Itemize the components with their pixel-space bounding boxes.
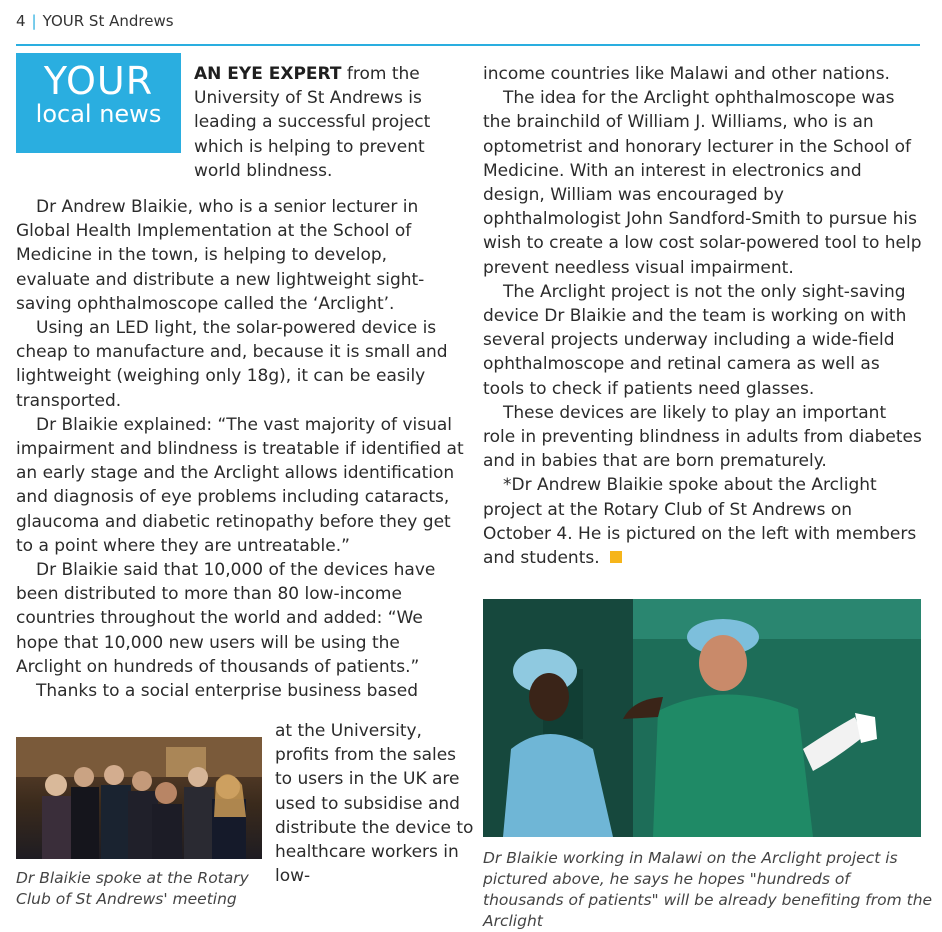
article-final-paragraph bbox=[483, 473, 923, 570]
rotary-club-photo bbox=[16, 737, 262, 859]
article-paragraph: Using an LED light, the solar-powered device is cheap to manufacture and, because it is small and lightweight (weighing only 18g), it can be easily transported. bbox=[16, 318, 448, 411]
section-badge bbox=[16, 53, 181, 153]
article-column-2 bbox=[483, 62, 923, 570]
article-paragraph: Dr Blaikie explained: “The vast majority of visual impairment and blindness is treatable if identified at an early stage and the Arclight allows identification and diagnosis of eye problems including cataracts, glaucoma and diabetic retinopathy before they get to a point where they are untreatable.” bbox=[16, 414, 464, 556]
group-photo-illustration bbox=[16, 737, 262, 859]
page-number: 4 bbox=[16, 12, 26, 30]
surgeons-photo-illustration bbox=[483, 599, 921, 837]
article-paragraph: The idea for the Arclight ophthalmoscope was the brainchild of William J. Williams, who is an optometrist and honorary lecturer in the School of Medicine. With an interest in electronics and design, William was encouraged by ophthalmologist John Sandford-Smith to pursue his wish to create a low cost solar-powered tool to help prevent needless visual impairment. bbox=[483, 88, 922, 278]
article-paragraph: The Arclight project is not the only sight-saving device Dr Blaikie and the team is working on with several projects underway including a wide-field ophthalmoscope and retinal camera as well as tools to check if patients need glasses. bbox=[483, 281, 907, 399]
article-paragraph: income countries like Malawi and other nations. bbox=[483, 64, 890, 84]
article-intro bbox=[194, 62, 474, 183]
article-column-1 bbox=[16, 195, 466, 703]
badge-line-2: local news bbox=[35, 100, 162, 128]
article-column-1-continuation: at the University, profits from the sales to users in the UK are used to subsidise and distribute the device to healthcare workers in low- bbox=[275, 721, 474, 887]
article-paragraph: Thanks to a social enterprise business based bbox=[36, 681, 419, 702]
article-lead-bold: AN EYE EXPERT bbox=[194, 64, 342, 84]
header-rule bbox=[16, 44, 920, 46]
malawi-photo bbox=[483, 599, 921, 837]
article-lead-rest: from the University of St Andrews is leading a successful project which is helping to prevent world blindness. bbox=[194, 64, 431, 181]
photo-caption-rotary: Dr Blaikie spoke at the Rotary Club of St Andrews' meeting bbox=[16, 869, 249, 908]
publication-name: YOUR St Andrews bbox=[42, 12, 174, 30]
photo-caption-malawi: Dr Blaikie working in Malawi on the Arclight project is pictured above, he says he hopes "hundreds of thousands of patients" will be already benefiting from the Arclight bbox=[483, 849, 933, 930]
page-header bbox=[16, 12, 174, 30]
article-final-text: *Dr Andrew Blaikie spoke about the Arclight project at the Rotary Club of St Andrews on October 4. He is pictured on the left with members and students. bbox=[483, 475, 917, 569]
badge-line-1: YOUR bbox=[43, 59, 154, 103]
article-paragraph: These devices are likely to play an important role in preventing blindness in adults from diabetes and in babies that are born prematurely. bbox=[483, 402, 922, 472]
end-of-article-marker-icon bbox=[610, 551, 622, 563]
header-separator: | bbox=[31, 12, 37, 30]
article-paragraph: Dr Blaikie said that 10,000 of the devices have been distributed to more than 80 low-income countries throughout the world and added: “We hope that 10,000 new users will be using the Arclight on hundreds of thousands of patients.” bbox=[16, 560, 436, 677]
article-paragraph: Dr Andrew Blaikie, who is a senior lecturer in Global Health Implementation at the School of Medicine in the town, is helping to develop, evaluate and distribute a new lightweight sight-saving ophthalmoscope called the ‘Arclight’. bbox=[16, 197, 425, 314]
